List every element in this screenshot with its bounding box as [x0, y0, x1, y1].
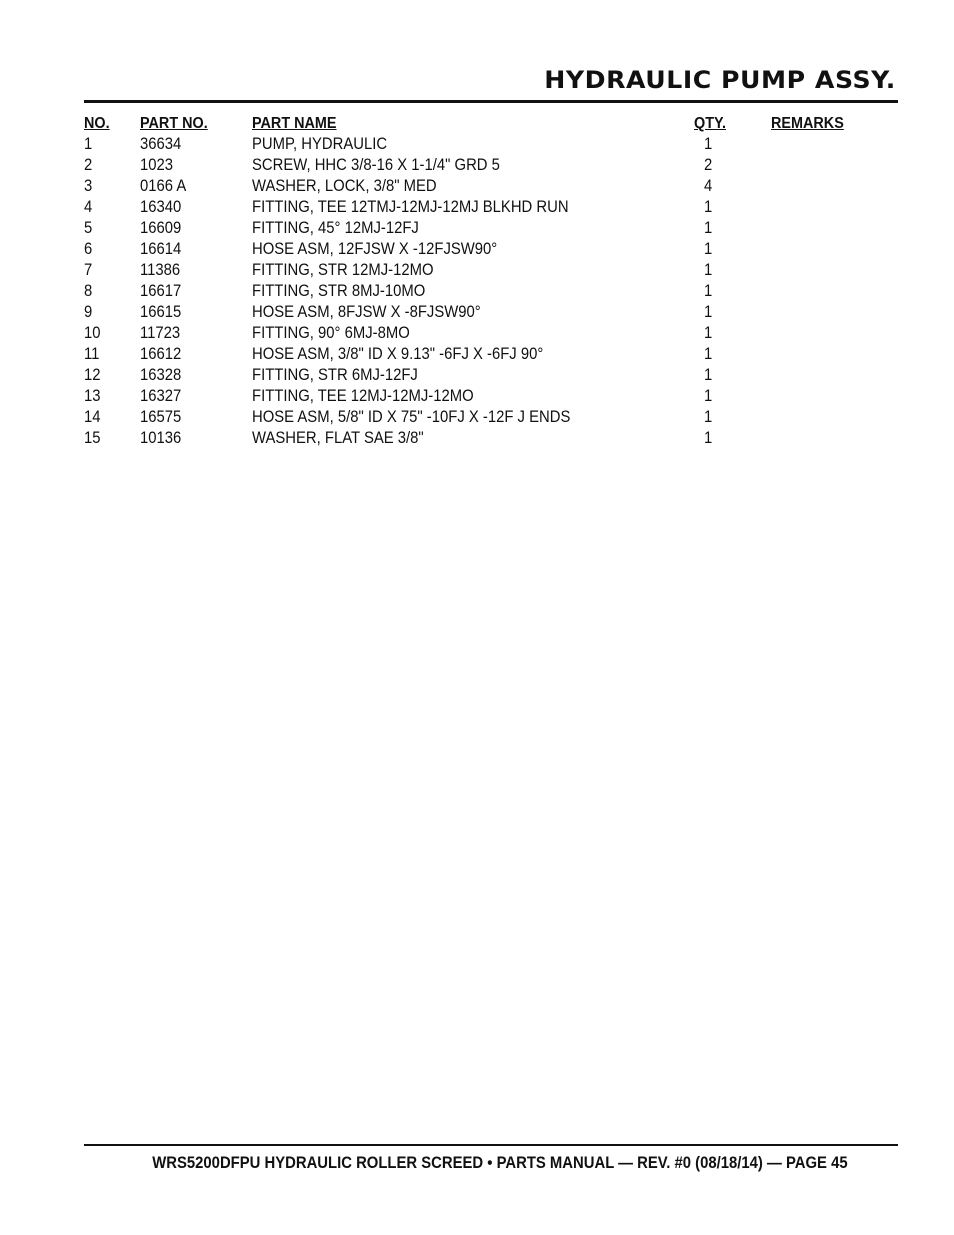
- cell-part-no: 16612: [140, 345, 182, 363]
- cell-qty: 1: [704, 366, 713, 384]
- cell-part-no: 16340: [140, 198, 182, 216]
- cell-qty: 1: [704, 282, 713, 300]
- cell-no: 9: [84, 303, 93, 321]
- cell-no: 4: [84, 198, 93, 216]
- cell-no: 13: [84, 387, 101, 405]
- page-footer: WRS5200DFPU HYDRAULIC ROLLER SCREED • PARTS MANUAL — REV. #0 (08/18/14) — PAGE 45: [152, 1154, 848, 1172]
- cell-part-name: WASHER, FLAT SAE 3/8": [252, 429, 424, 447]
- cell-part-no: 16609: [140, 219, 182, 237]
- cell-qty: 1: [704, 429, 713, 447]
- cell-part-name: HOSE ASM, 8FJSW X -8FJSW90°: [252, 303, 481, 321]
- header-part-no: PART NO.: [140, 115, 208, 132]
- cell-no: 10: [84, 324, 101, 342]
- cell-qty: 1: [704, 324, 713, 342]
- cell-no: 12: [84, 366, 101, 384]
- cell-qty: 1: [704, 219, 713, 237]
- page-title: HYDRAULIC PUMP ASSY.: [544, 66, 896, 94]
- cell-no: 6: [84, 240, 93, 258]
- cell-part-name: HOSE ASM, 12FJSW X -12FJSW90°: [252, 240, 498, 258]
- cell-part-name: WASHER, LOCK, 3/8" MED: [252, 177, 437, 195]
- cell-no: 3: [84, 177, 93, 195]
- header-no: NO.: [84, 115, 110, 132]
- cell-no: 8: [84, 282, 93, 300]
- cell-part-name: FITTING, STR 8MJ-10MO: [252, 282, 426, 300]
- cell-part-name: HOSE ASM, 3/8" ID X 9.13" -6FJ X -6FJ 90°: [252, 345, 544, 363]
- header-part-name: PART NAME: [252, 115, 337, 132]
- cell-part-name: PUMP, HYDRAULIC: [252, 135, 388, 153]
- cell-no: 14: [84, 408, 101, 426]
- cell-no: 15: [84, 429, 101, 447]
- cell-qty: 2: [704, 156, 713, 174]
- cell-part-name: FITTING, 45° 12MJ-12FJ: [252, 219, 419, 237]
- cell-qty: 1: [704, 198, 713, 216]
- cell-part-no: 11386: [140, 261, 181, 279]
- cell-part-no: 16615: [140, 303, 182, 321]
- cell-qty: 1: [704, 240, 713, 258]
- cell-qty: 1: [704, 135, 713, 153]
- cell-part-no: 16328: [140, 366, 182, 384]
- cell-no: 1: [84, 135, 93, 153]
- cell-part-name: FITTING, TEE 12MJ-12MJ-12MO: [252, 387, 474, 405]
- header-qty: QTY.: [694, 115, 727, 132]
- cell-part-name: FITTING, STR 12MJ-12MO: [252, 261, 434, 279]
- cell-qty: 1: [704, 345, 713, 363]
- footer-divider: [84, 1144, 898, 1146]
- cell-qty: 1: [704, 387, 713, 405]
- cell-qty: 4: [704, 177, 713, 195]
- cell-qty: 1: [704, 303, 713, 321]
- cell-part-name: FITTING, 90° 6MJ-8MO: [252, 324, 410, 342]
- cell-part-no: 16614: [140, 240, 182, 258]
- cell-no: 7: [84, 261, 93, 279]
- cell-part-name: FITTING, TEE 12TMJ-12MJ-12MJ BLKHD RUN: [252, 198, 569, 216]
- cell-part-no: 16327: [140, 387, 182, 405]
- cell-no: 11: [84, 345, 100, 363]
- cell-part-no: 16617: [140, 282, 182, 300]
- cell-part-no: 1023: [140, 156, 174, 174]
- cell-part-name: FITTING, STR 6MJ-12FJ: [252, 366, 418, 384]
- cell-part-name: HOSE ASM, 5/8" ID X 75" -10FJ X -12F J ENDS: [252, 408, 571, 426]
- cell-qty: 1: [704, 261, 713, 279]
- cell-part-no: 0166 A: [140, 177, 187, 195]
- header-remarks: REMARKS: [771, 115, 844, 132]
- cell-part-name: SCREW, HHC 3/8-16 X 1-1/4" GRD 5: [252, 156, 500, 174]
- cell-no: 5: [84, 219, 93, 237]
- cell-part-no: 36634: [140, 135, 182, 153]
- cell-part-no: 11723: [140, 324, 181, 342]
- cell-part-no: 16575: [140, 408, 182, 426]
- cell-qty: 1: [704, 408, 713, 426]
- title-divider: [84, 100, 898, 103]
- cell-no: 2: [84, 156, 93, 174]
- cell-part-no: 10136: [140, 429, 182, 447]
